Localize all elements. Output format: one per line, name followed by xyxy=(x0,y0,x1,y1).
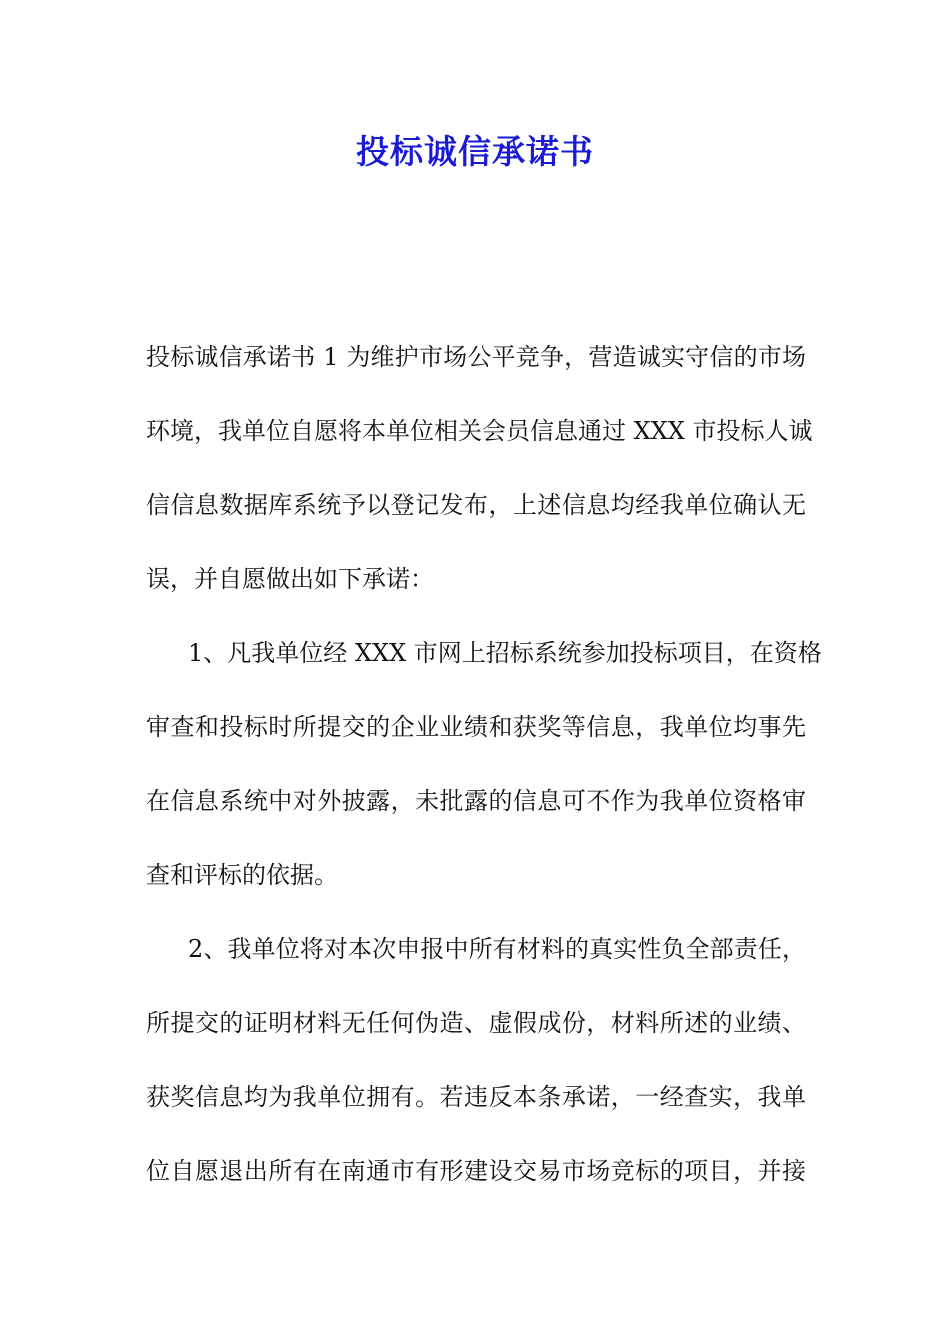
paragraph-2-line-4: 查和评标的依据。 xyxy=(146,861,338,889)
paragraph-1-line-3: 信信息数据库系统予以登记发布，上述信息均经我单位确认无 xyxy=(146,491,806,519)
paragraph-3-line-4: 位自愿退出所有在南通市有形建设交易市场竞标的项目，并接 xyxy=(146,1157,806,1185)
paragraph-2-line-3: 在信息系统中对外披露，未批露的信息可不作为我单位资格审 xyxy=(146,787,806,815)
paragraph-3-line-3: 获奖信息均为我单位拥有。若违反本条承诺，一经查实，我单 xyxy=(146,1083,806,1111)
paragraph-3-line-2: 所提交的证明材料无任何伪造、虚假成份，材料所述的业绩、 xyxy=(146,1009,806,1037)
paragraph-2-line-1: 1、凡我单位经 XXX 市网上招标系统参加投标项目，在资格 xyxy=(188,639,822,667)
paragraph-3-line-1: 2、我单位将对本次申报中所有材料的真实性负全部责任， xyxy=(188,935,806,963)
paragraph-1-line-2: 环境，我单位自愿将本单位相关会员信息通过 XXX 市投标人诚 xyxy=(146,417,813,445)
paragraph-1-line-1: 投标诚信承诺书 1 为维护市场公平竞争，营造诚实守信的市场 xyxy=(146,343,806,371)
paragraph-1-line-4: 误，并自愿做出如下承诺： xyxy=(146,565,434,593)
paragraph-2-line-2: 审查和投标时所提交的企业业绩和获奖等信息，我单位均事先 xyxy=(146,713,806,741)
document-title: 投标诚信承诺书 xyxy=(356,132,594,171)
